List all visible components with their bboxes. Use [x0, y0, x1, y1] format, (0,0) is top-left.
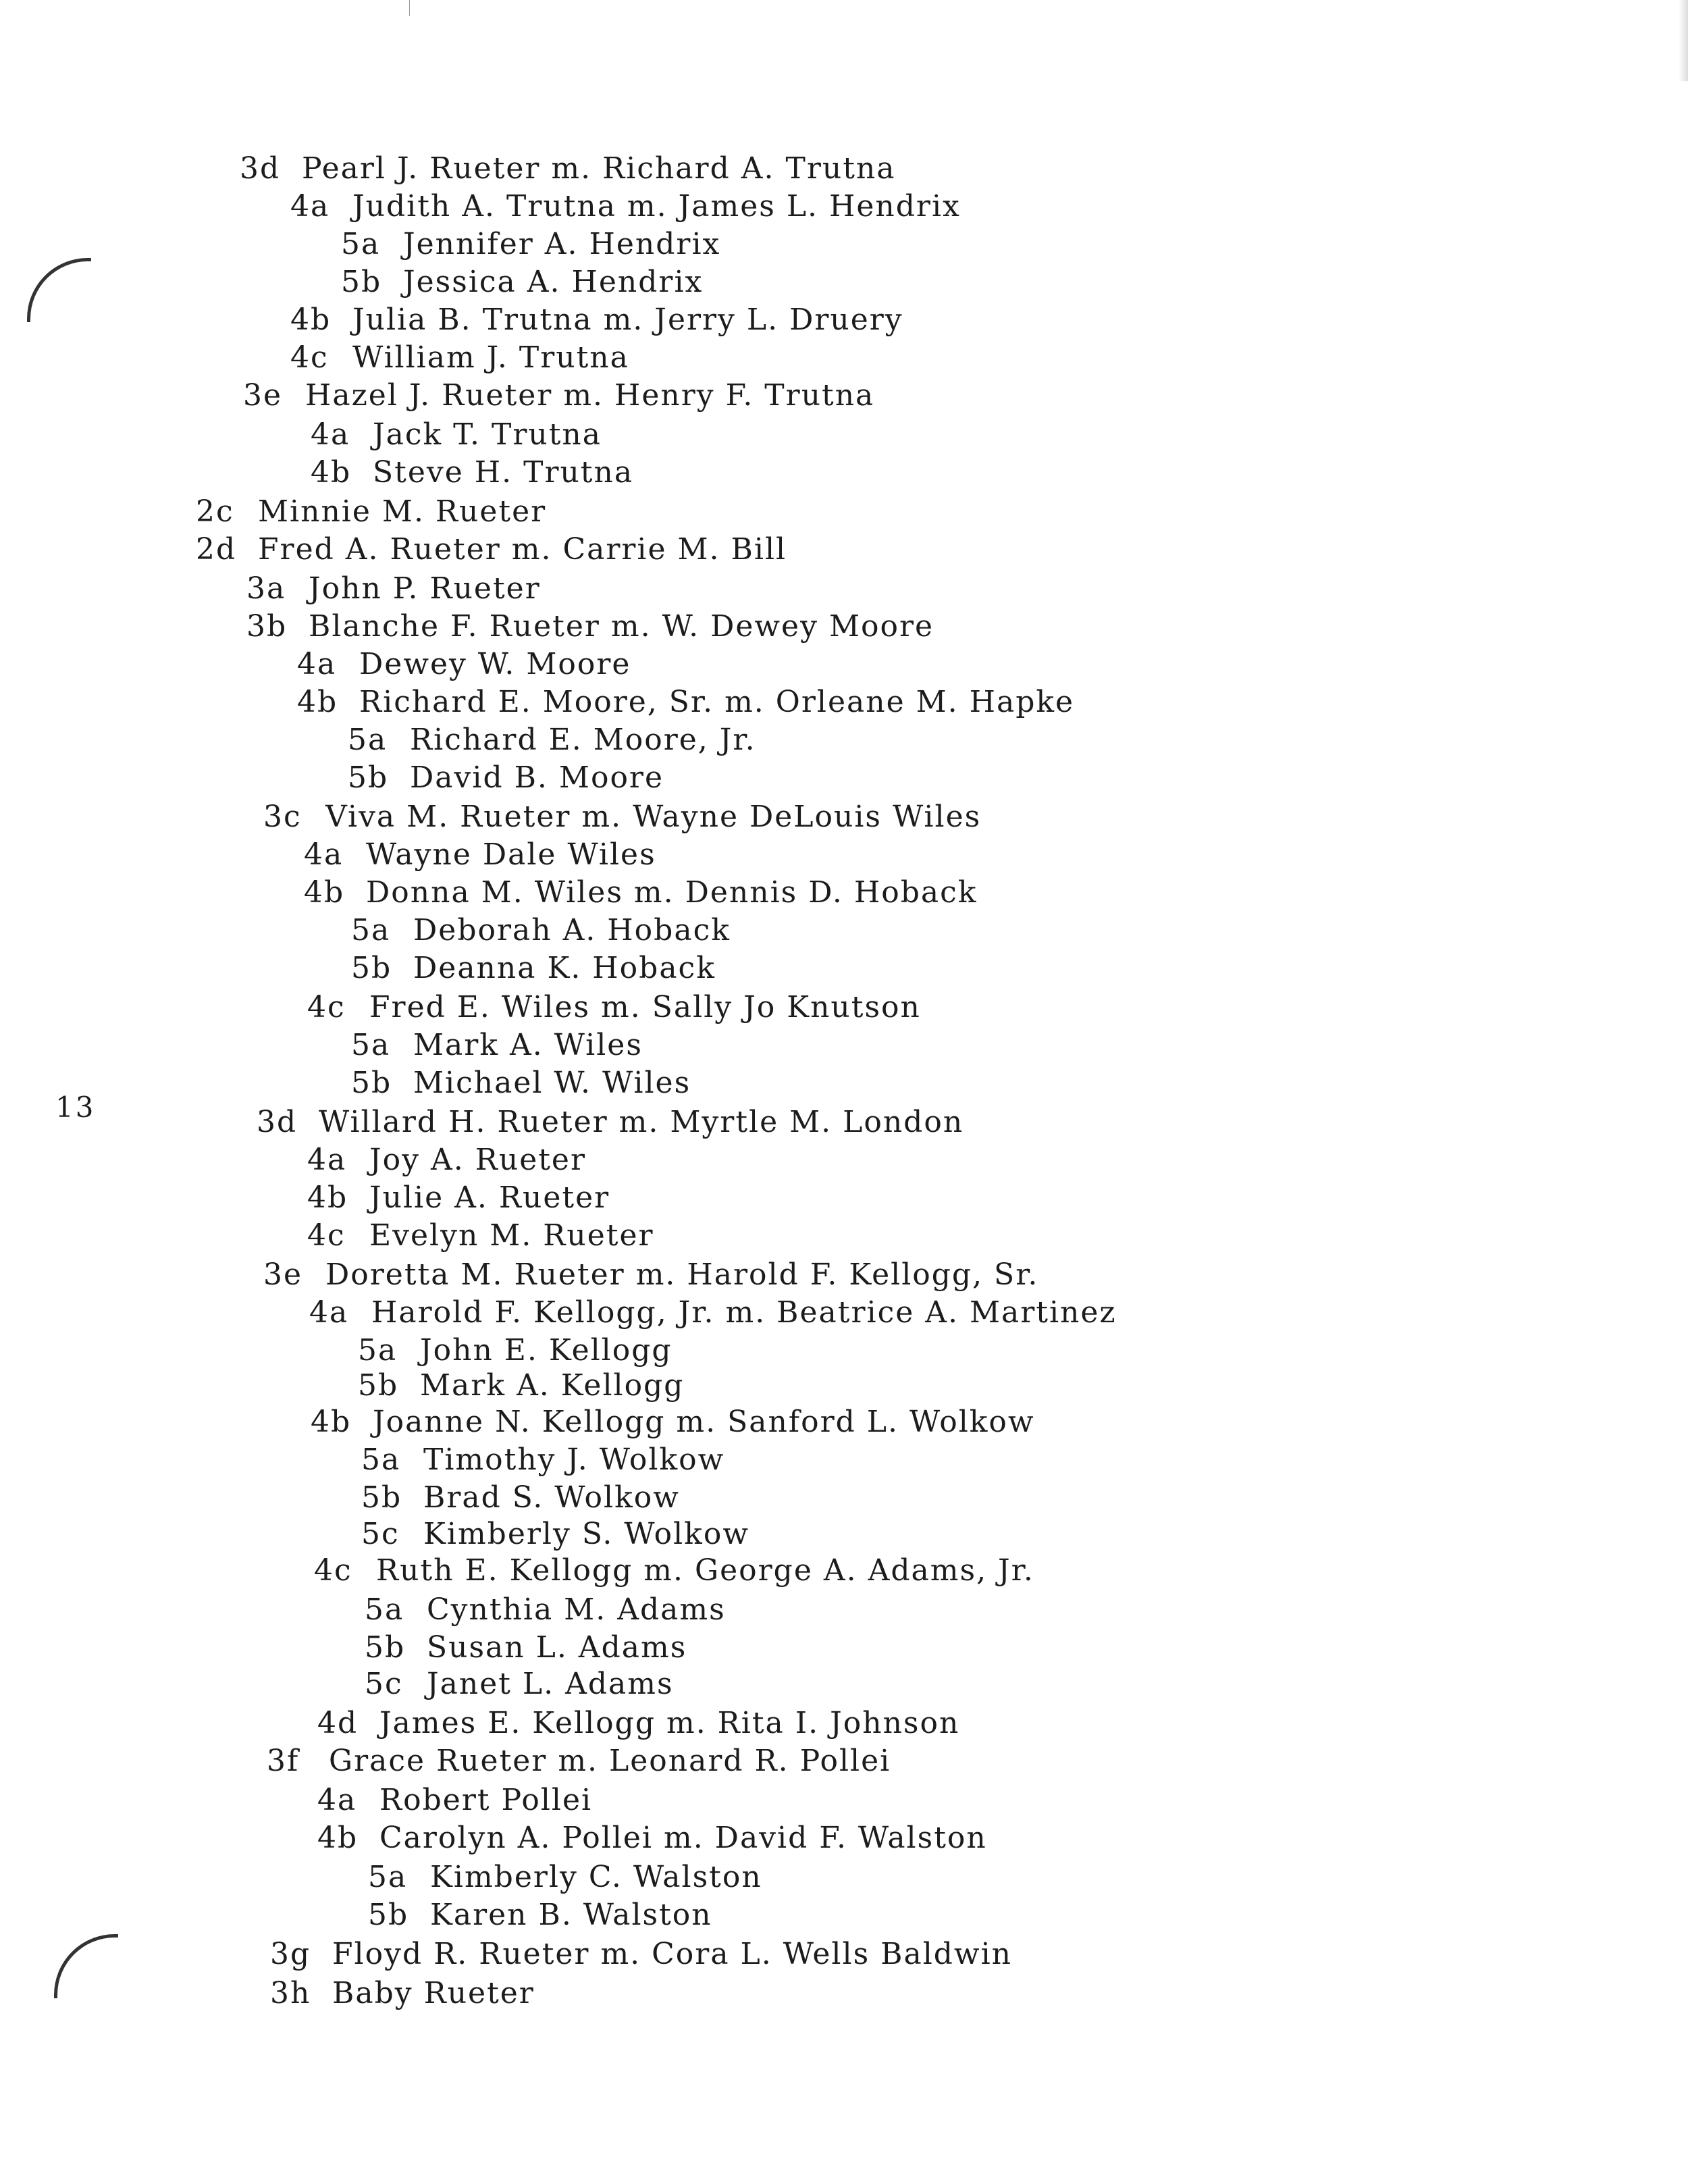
genealogy-entry	[365, 1630, 687, 1665]
entry-code: 5b	[348, 760, 389, 795]
scan-mark	[409, 0, 410, 16]
entry-code: 3g	[270, 1937, 311, 1971]
entry-name: Kimberly S. Wolkow	[423, 1517, 749, 1551]
genealogy-entry	[351, 1066, 691, 1101]
page-number: 13	[55, 1091, 96, 1124]
entry-code: 4b	[311, 455, 352, 490]
entry-code: 5a	[358, 1333, 398, 1368]
entry-name: Blanche F. Rueter m. W. Dewey Moore	[309, 609, 934, 644]
genealogy-entry	[290, 303, 903, 338]
genealogy-entry	[270, 1937, 1012, 1972]
entry-name: Cynthia M. Adams	[427, 1592, 726, 1627]
entry-code: 4a	[309, 1295, 349, 1330]
entry-name: Dewey W. Moore	[359, 647, 631, 681]
entry-name: Julie A. Rueter	[369, 1180, 610, 1215]
entry-code: 5a	[348, 723, 388, 757]
entry-code: 5b	[368, 1898, 409, 1932]
entry-name: Minnie M. Rueter	[258, 494, 547, 529]
genealogy-entry	[246, 571, 541, 606]
genealogy-entry	[351, 951, 716, 986]
genealogy-entry	[358, 1368, 684, 1403]
genealogy-entry	[290, 189, 961, 224]
entry-code: 4a	[307, 1143, 347, 1177]
entry-name: Brad S. Wolkow	[423, 1480, 680, 1515]
entry-code: 3d	[257, 1105, 298, 1139]
entry-code: 4d	[317, 1706, 359, 1740]
genealogy-entry	[311, 455, 633, 490]
genealogy-entry	[307, 1218, 654, 1253]
genealogy-entry	[311, 1405, 1035, 1440]
genealogy-entry	[351, 913, 731, 948]
genealogy-entry	[297, 685, 1074, 720]
entry-code: 4c	[307, 1218, 346, 1253]
binder-hole-top	[27, 258, 91, 322]
genealogy-entry	[358, 1333, 672, 1368]
entry-code: 3f	[267, 1744, 300, 1778]
entry-code: 5b	[341, 265, 382, 299]
entry-code: 5a	[341, 227, 381, 261]
genealogy-entry	[307, 1143, 586, 1178]
entry-code: 4c	[307, 990, 346, 1024]
genealogy-entry	[263, 800, 981, 835]
genealogy-entry	[361, 1442, 724, 1478]
entry-name: Jennifer A. Hendrix	[403, 227, 721, 261]
genealogy-entry	[317, 1783, 592, 1818]
entry-code: 4a	[317, 1783, 357, 1817]
genealogy-entry	[341, 227, 720, 262]
entry-code: 3a	[246, 571, 286, 606]
entry-code: 5a	[368, 1860, 408, 1894]
genealogy-entry	[290, 340, 629, 375]
entry-name: Robert Pollei	[379, 1783, 593, 1817]
genealogy-entry	[304, 837, 656, 873]
genealogy-entry	[341, 265, 703, 300]
entry-code: 3c	[263, 800, 302, 834]
entry-name: Kimberly C. Walston	[430, 1860, 762, 1894]
entry-code: 5b	[351, 951, 392, 985]
entry-code: 3e	[263, 1257, 303, 1292]
genealogy-entry	[240, 151, 895, 186]
entry-code: 4b	[311, 1405, 352, 1439]
genealogy-entry	[304, 875, 977, 910]
genealogy-entry	[314, 1553, 1034, 1588]
entry-name: Pearl J. Rueter m. Richard A. Trutna	[302, 151, 896, 186]
entry-code: 3e	[243, 378, 283, 413]
entry-name: Willard H. Rueter m. Myrtle M. London	[319, 1105, 964, 1139]
genealogy-entry	[365, 1592, 726, 1628]
entry-name: Baby Rueter	[332, 1976, 535, 2010]
genealogy-entry	[309, 1295, 1117, 1330]
entry-name: Timothy J. Wolkow	[423, 1442, 725, 1477]
entry-code: 4a	[311, 417, 350, 452]
entry-code: 5a	[361, 1442, 401, 1477]
genealogy-entry	[270, 1976, 535, 2011]
entry-name: Deanna K. Hoback	[413, 951, 716, 985]
entry-code: 4a	[297, 647, 337, 681]
entry-name: Harold F. Kellogg, Jr. m. Beatrice A. Martinez	[371, 1295, 1117, 1330]
entry-name: Mark A. Kellogg	[420, 1368, 685, 1403]
entry-name: Richard E. Moore, Jr.	[410, 723, 756, 757]
entry-name: Richard E. Moore, Sr. m. Orleane M. Hapke	[359, 685, 1075, 719]
entry-name: Deborah A. Hoback	[413, 913, 731, 947]
genealogy-entry	[297, 647, 631, 682]
entry-code: 4c	[290, 340, 329, 375]
entry-name: William J. Trutna	[352, 340, 629, 375]
entry-code: 2c	[196, 494, 234, 529]
entry-name: Karen B. Walston	[430, 1898, 712, 1932]
genealogy-entry	[196, 532, 787, 567]
entry-name: Floyd R. Rueter m. Cora L. Wells Baldwin	[332, 1937, 1013, 1971]
genealogy-entry	[307, 990, 921, 1025]
entry-name: Judith A. Trutna m. James L. Hendrix	[352, 189, 961, 224]
entry-code: 5c	[365, 1667, 403, 1701]
entry-code: 5b	[361, 1480, 402, 1515]
entry-code: 5a	[351, 1028, 391, 1062]
entry-name: Janet L. Adams	[427, 1667, 674, 1701]
entry-name: Susan L. Adams	[427, 1630, 687, 1665]
entry-name: Fred A. Rueter m. Carrie M. Bill	[258, 532, 787, 567]
page-edge-shadow	[1679, 0, 1688, 81]
genealogy-entry	[263, 1257, 1038, 1293]
entry-name: Fred E. Wiles m. Sally Jo Knutson	[369, 990, 921, 1024]
entry-code: 4a	[304, 837, 344, 872]
entry-code: 3h	[270, 1976, 311, 2010]
entry-name: Carolyn A. Pollei m. David F. Walston	[379, 1821, 987, 1855]
entry-code: 4b	[307, 1180, 348, 1215]
entry-code: 5b	[351, 1066, 392, 1100]
genealogy-entry	[317, 1706, 959, 1741]
entry-name: Doretta M. Rueter m. Harold F. Kellogg, Sr.	[325, 1257, 1039, 1292]
genealogy-entry	[257, 1105, 964, 1140]
genealogy-entry	[361, 1517, 749, 1552]
entry-code: 4b	[317, 1821, 359, 1855]
genealogy-entry	[246, 609, 934, 644]
entry-name: Julia B. Trutna m. Jerry L. Druery	[352, 303, 903, 337]
entry-name: Donna M. Wiles m. Dennis D. Hoback	[366, 875, 978, 910]
entry-name: Viva M. Rueter m. Wayne DeLouis Wiles	[325, 800, 982, 834]
entry-name: Joy A. Rueter	[369, 1143, 586, 1177]
genealogy-entry	[267, 1744, 891, 1779]
genealogy-entry	[368, 1898, 712, 1933]
genealogy-entry	[243, 378, 874, 413]
entry-name: Jessica A. Hendrix	[403, 265, 704, 299]
entry-code: 5a	[351, 913, 391, 947]
entry-name: Jack T. Trutna	[373, 417, 602, 452]
entry-name: Mark A. Wiles	[413, 1028, 643, 1062]
entry-name: Ruth E. Kellogg m. George A. Adams, Jr.	[376, 1553, 1034, 1588]
entry-code: 5a	[365, 1592, 404, 1627]
entry-name: David B. Moore	[410, 760, 664, 795]
entry-name: Michael W. Wiles	[413, 1066, 691, 1100]
genealogy-entry	[351, 1028, 643, 1063]
entry-code: 4a	[290, 189, 330, 224]
genealogy-entry	[307, 1180, 610, 1216]
entry-code: 3b	[246, 609, 288, 644]
entry-name: Grace Rueter m. Leonard R. Pollei	[329, 1744, 891, 1778]
entry-name: John E. Kellogg	[420, 1333, 672, 1368]
genealogy-entry	[317, 1821, 987, 1856]
entry-name: Hazel J. Rueter m. Henry F. Trutna	[305, 378, 875, 413]
entry-name: Evelyn M. Rueter	[369, 1218, 654, 1253]
binder-hole-bottom	[54, 1934, 118, 1998]
entry-code: 5c	[361, 1517, 400, 1551]
genealogy-entry	[348, 723, 756, 758]
entry-code: 4b	[290, 303, 332, 337]
entry-code: 3d	[240, 151, 281, 186]
genealogy-entry	[348, 760, 664, 796]
genealogy-entry	[311, 417, 602, 452]
entry-name: Steve H. Trutna	[373, 455, 634, 490]
genealogy-entry	[365, 1667, 674, 1702]
genealogy-entry	[361, 1480, 680, 1515]
genealogy-entry	[196, 494, 546, 529]
entry-code: 5b	[365, 1630, 406, 1665]
entry-code: 4b	[297, 685, 338, 719]
entry-code: 4c	[314, 1553, 352, 1588]
entry-code: 2d	[196, 532, 237, 567]
entry-name: James E. Kellogg m. Rita I. Johnson	[379, 1706, 960, 1740]
genealogy-entry	[368, 1860, 762, 1895]
entry-name: Wayne Dale Wiles	[366, 837, 656, 872]
entry-name: John P. Rueter	[309, 571, 541, 606]
entry-code: 4b	[304, 875, 345, 910]
entry-name: Joanne N. Kellogg m. Sanford L. Wolkow	[373, 1405, 1035, 1439]
entry-code: 5b	[358, 1368, 399, 1403]
